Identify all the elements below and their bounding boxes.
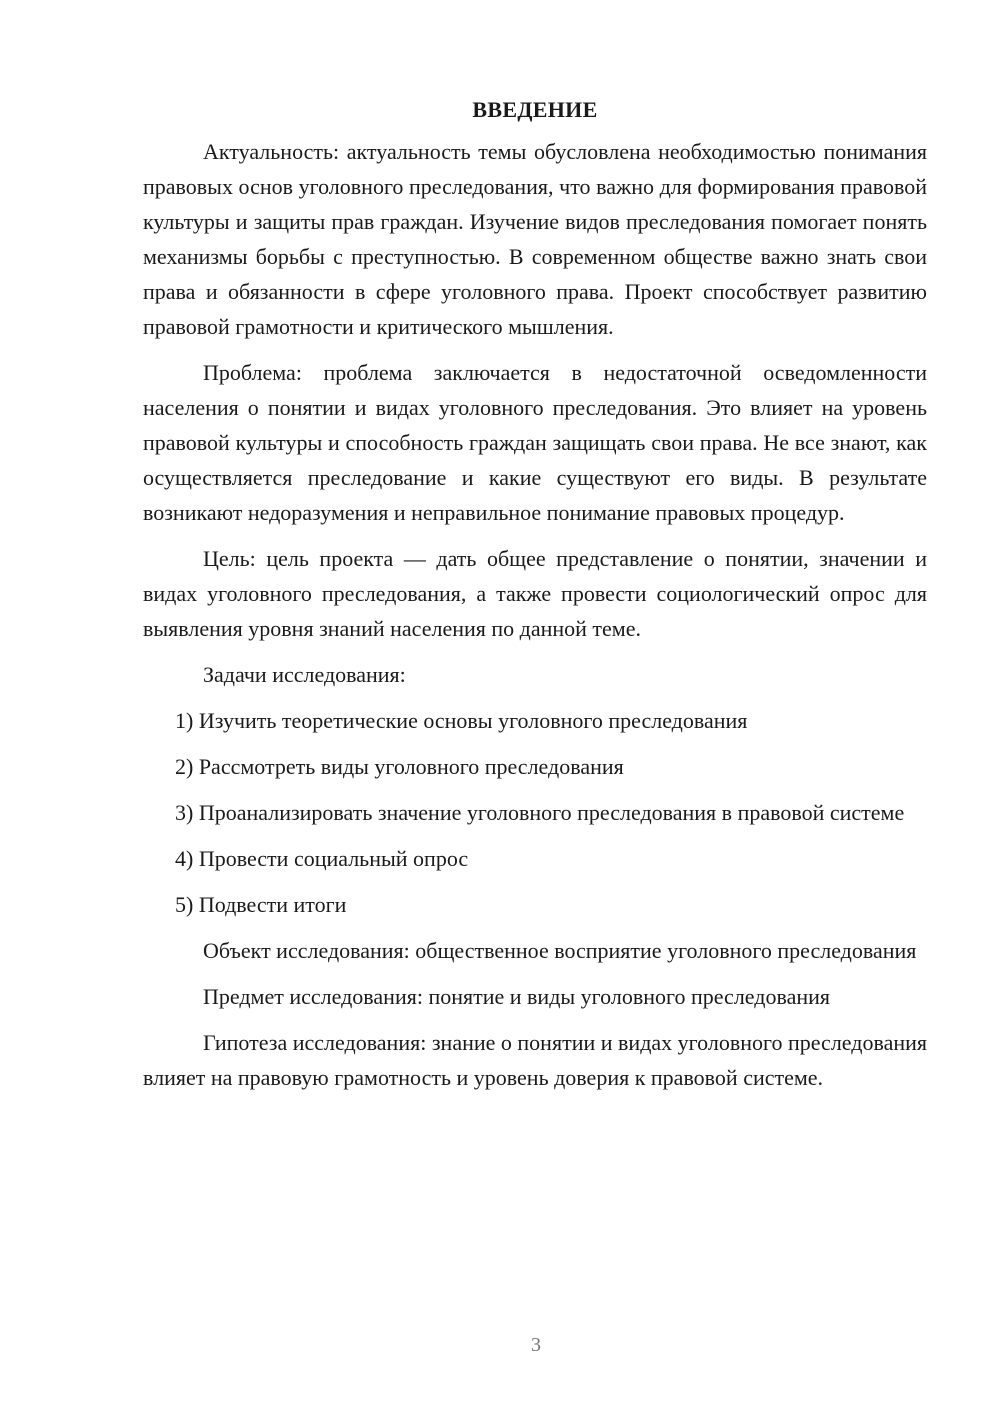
paragraph-relevance: Актуальность: актуальность темы обусловлена необходимостью понимания правовых основ уголовного преследования, что важно для формирования правовой культуры и защиты прав граждан. Изучение видов преследования помогает понять механизмы борьбы с преступностью. В современном обществе важно знать свои права и обязанности в сфере уголовного права. Проект способствует развитию правовой грамотности и критического мышления. [143,139,927,339]
page-number: 3 [531,1334,541,1356]
paragraph-problem: Проблема: проблема заключается в недостаточной осведомленности населения о понятии и видах уголовного преследования. Это влияет на уровень правовой культуры и способность граждан защищать свои права. Не все знают, как осуществляется преследование и какие существуют его виды. В результате возникают недоразумения и неправильное понимание правовых процедур. [143,360,927,525]
paragraph-goal: Цель: цель проекта — дать общее представление о понятии, значении и видах уголовного преследования, а также провести социологический опрос для выявления уровня знаний населения по данной теме. [143,546,927,641]
paragraph-tasks-heading: Задачи исследования: [203,662,406,687]
task-item-1: 1) Изучить теоретические основы уголовного преследования [175,708,748,733]
paragraph-hypothesis: Гипотеза исследования: знание о понятии и видах уголовного преследования влияет на правовую грамотность и уровень доверия к правовой системе. [143,1030,927,1090]
task-item-2: 2) Рассмотреть виды уголовного преследования [175,754,624,779]
paragraph-subject: Предмет исследования: понятие и виды уголовного преследования [203,984,830,1009]
paragraph-object: Объект исследования: общественное восприятие уголовного преследования [203,938,917,963]
page-title: ВВЕДЕНИЕ [472,97,598,122]
task-item-3: 3) Проанализировать значение уголовного преследования в правовой системе [175,800,905,825]
task-item-4: 4) Провести социальный опрос [175,846,469,871]
document-page [143,96,927,1106]
task-item-5: 5) Подвести итоги [175,892,347,917]
